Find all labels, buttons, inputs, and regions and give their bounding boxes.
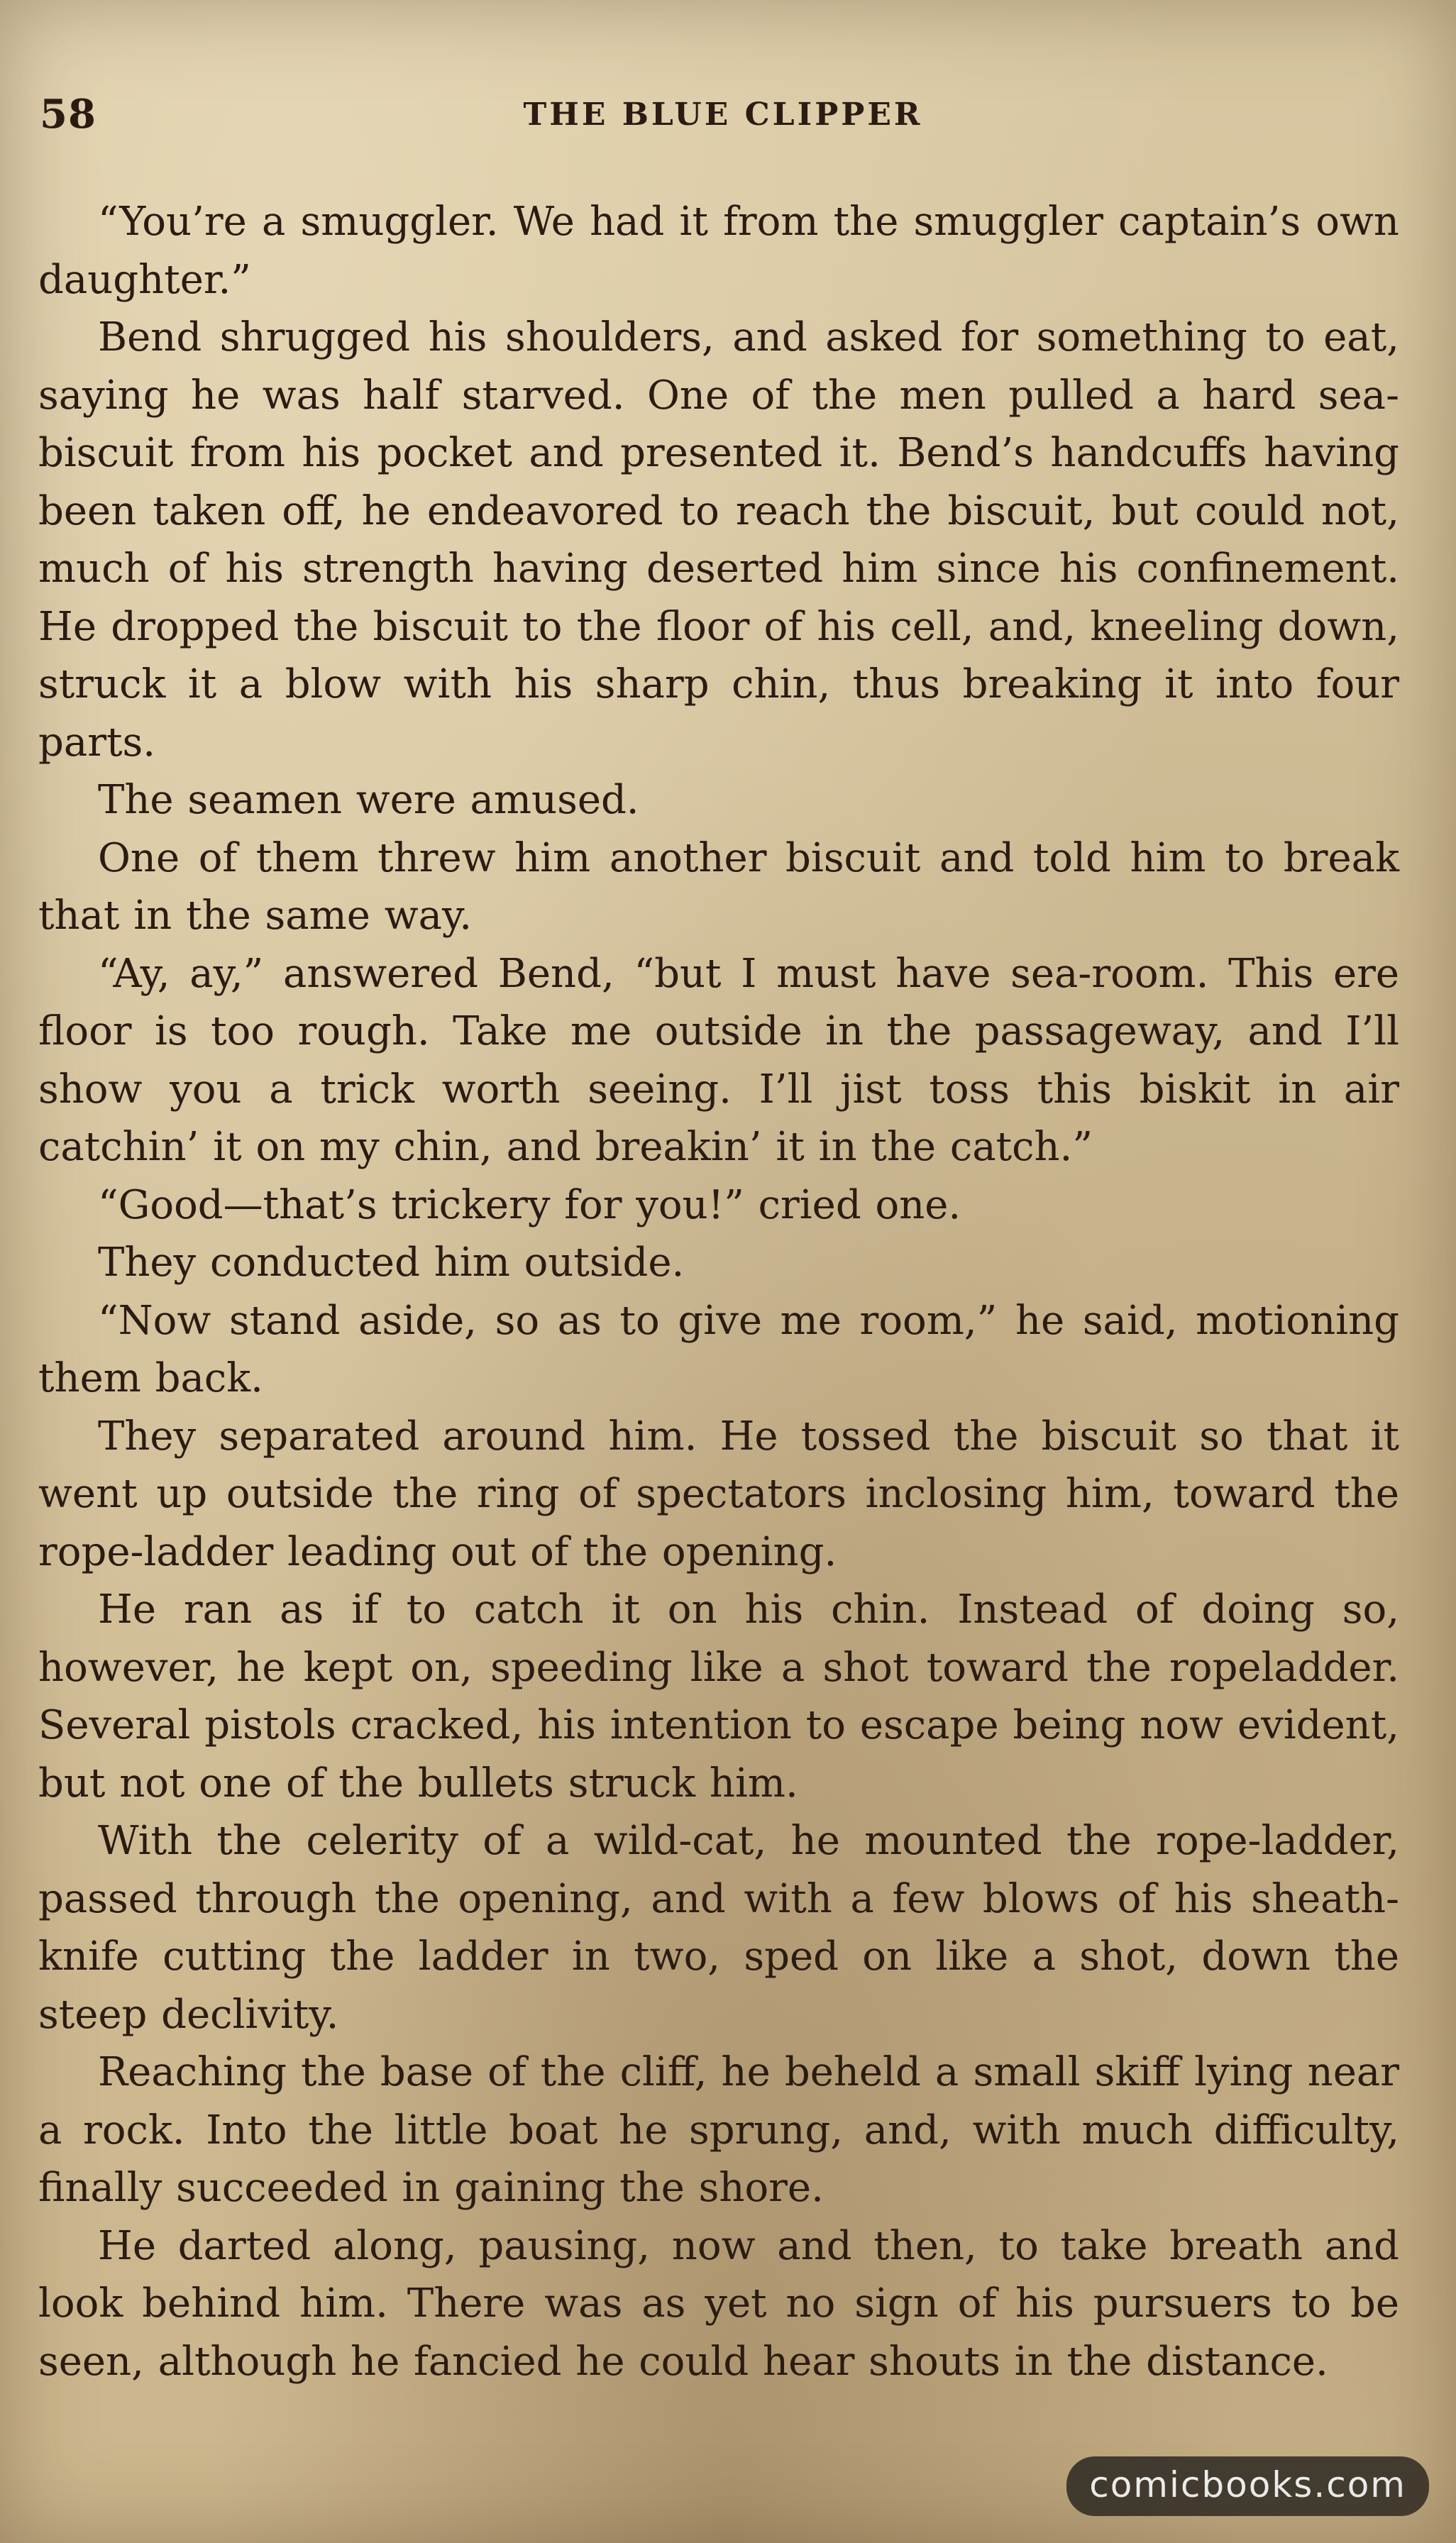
watermark: comicbooks.com xyxy=(1066,2456,1429,2516)
paragraph: “Now stand aside, so as to give me room,” he said, motioning them back. xyxy=(38,1297,1399,1401)
body-text xyxy=(38,193,1399,2390)
page-number: 58 xyxy=(40,91,96,138)
paragraph: They conducted him outside. xyxy=(98,1240,685,1286)
paragraph: One of them threw him another biscuit and told him to break that in the same way. xyxy=(38,834,1399,939)
paragraph: Reaching the base of the cliff, he beheld a small skiff lying near a rock. Into the little boat he sprung, and, with much difficulty, finally succeeded in gaining the shore. xyxy=(38,2049,1399,2211)
paragraph: With the celerity of a wild-cat, he mounted the rope-ladder, passed through the opening, and with a few blows of his sheath-knife cutting the ladder in two, sped on like a shot, down the steep declivity. xyxy=(38,1818,1399,2038)
paragraph: He darted along, pausing, now and then, to take breath and look behind him. There was as yet no sign of his pursuers to be seen, although he fancied he could hear shouts in the distance. xyxy=(38,2222,1399,2385)
paragraph: He ran as if to catch it on his chin. Instead of doing so, however, he kept on, speeding like a shot toward the ropeladder. Several pistols cracked, his intention to escape being now evident, but not one of the bullets struck him. xyxy=(38,1587,1399,1806)
paragraph: Bend shrugged his shoulders, and asked for something to eat, saying he was half starved. One of the men pulled a hard sea-biscuit from his pocket and presented it. Bend’s handcuffs having been taken off, he endeavored to reach the biscuit, but could not, much of his strength having deserted him since his confinement. He dropped the biscuit to the floor of his cell, and, kneeling down, struck it a blow with his sharp chin, thus breaking it into four parts. xyxy=(38,314,1399,766)
page-header xyxy=(40,89,1406,139)
running-head: THE BLUE CLIPPER xyxy=(523,96,923,133)
paragraph: “Good—that’s trickery for you!” cried one. xyxy=(98,1181,961,1228)
paragraph: They separated around him. He tossed the biscuit so that it went up outside the ring of spectators inclosing him, toward the rope-ladder leading out of the opening. xyxy=(38,1413,1399,1575)
paragraph: The seamen were amused. xyxy=(98,777,639,823)
paragraph: “You’re a smuggler. We had it from the smuggler captain’s own daughter.” xyxy=(38,199,1399,303)
paragraph: “Ay, ay,” answered Bend, “but I must have sea-room. This ere floor is too rough. Take me outside in the passageway, and I’ll show you a trick worth seeing. I’ll jist toss this biskit in air catchin’ it on my chin, and breakin’ it in the catch.” xyxy=(38,950,1399,1170)
